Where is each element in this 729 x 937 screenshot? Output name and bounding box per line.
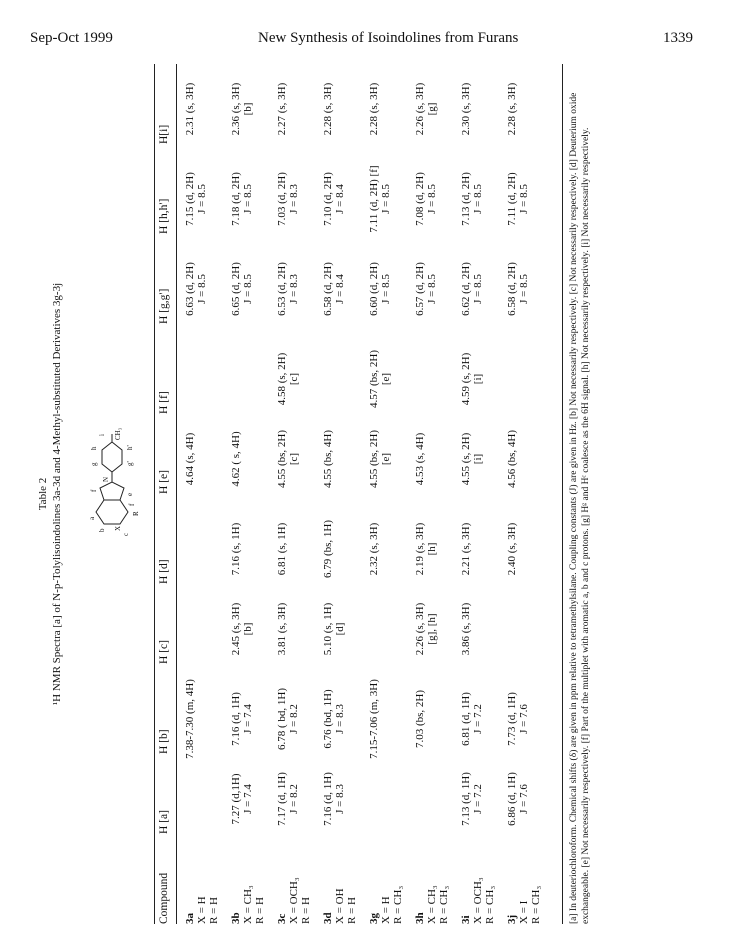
struct-label-f: f	[90, 489, 98, 492]
column-header: H [a]	[158, 810, 170, 834]
struct-label-g-prime: g'	[126, 461, 134, 466]
table-cell-hi	[230, 64, 254, 154]
cell-note: J = 8.4	[334, 184, 346, 214]
cell-note: [b]	[242, 622, 254, 636]
struct-label-i: i	[98, 434, 106, 436]
cell-note: J = 8.5	[380, 274, 392, 304]
table-row-compound	[506, 886, 542, 924]
cell-shift: 7.38-7.30 (m, 4H)	[184, 679, 196, 759]
column-header: H [g,g']	[158, 288, 170, 324]
compound-id: 3b	[230, 912, 242, 924]
page-number: 1339	[663, 30, 693, 46]
cell-shift: 6.62 (d, 2H)	[460, 262, 472, 316]
cell-shift: 4.55 (bs, 4H)	[322, 429, 334, 489]
cell-note: J = 8.5	[380, 184, 392, 214]
cell-shift: 7.10 (d, 2H)	[322, 172, 334, 226]
struct-label-g: g	[90, 462, 98, 466]
cell-shift: 6.86 (d, 1H)	[506, 772, 518, 826]
cell-shift: 2.31 (s, 3H)	[184, 82, 196, 136]
compound-r-substituent: R = H	[208, 897, 220, 924]
table-cell-hg	[230, 244, 254, 334]
table-cell-he	[368, 414, 392, 504]
cell-shift: 6.58 (d, 2H)	[506, 262, 518, 316]
cell-shift: 7.15 (d, 2H)	[184, 172, 196, 226]
cell-shift: 7.13 (d, 1H)	[460, 772, 472, 826]
compound-id: 3h	[414, 912, 426, 924]
cell-shift: 7.18 (d, 2H)	[230, 172, 242, 226]
table-cell-hc	[460, 584, 472, 674]
cell-note: J = 8.5	[472, 184, 484, 214]
table-row-compound	[368, 886, 404, 924]
running-header-date: Sep-Oct 1999	[30, 30, 113, 46]
cell-shift: 2.21 (s, 3H)	[460, 522, 472, 576]
table-cell-hd	[460, 504, 472, 594]
table-cell-hc	[276, 584, 288, 674]
cell-shift: 2.40 (s, 3H)	[506, 522, 518, 576]
cell-note: J = 7.6	[518, 784, 530, 814]
cell-shift: 7.73 (d, 1H)	[506, 692, 518, 746]
cell-shift: 7.11 (d, 2H) [f]	[368, 165, 380, 233]
column-header: H [d]	[158, 559, 170, 584]
cell-note: J = 8.5	[242, 274, 254, 304]
table-cell-hh	[184, 154, 208, 244]
table-cell-hb	[322, 674, 346, 764]
table-cell-he	[506, 414, 518, 504]
table-cell-hc	[230, 584, 254, 674]
cell-shift: 2.45 (s, 3H)	[230, 602, 242, 656]
table-cell-hd	[276, 504, 288, 594]
column-header: Compound	[158, 872, 170, 924]
table-cell-hd	[506, 504, 518, 594]
table-row-compound	[230, 885, 266, 924]
column-header: H [h,h']	[158, 198, 170, 234]
table-cell-hf	[460, 334, 484, 424]
table-cell-hg	[368, 244, 392, 334]
table-caption-block	[36, 64, 64, 924]
struct-label-h-prime: h'	[126, 445, 134, 450]
cell-shift: 6.65 (d, 2H)	[230, 262, 242, 316]
cell-shift: 5.10 (s, 1H)	[322, 602, 334, 656]
cell-shift: 6.78 ( bd, 1H)	[276, 687, 288, 751]
compound-x-substituent: X = OH	[334, 888, 346, 924]
table-cell-ha	[230, 754, 254, 844]
struct-label-ch3: CH₃	[114, 427, 122, 440]
table-cell-hh	[414, 154, 438, 244]
cell-note: J = 7.2	[472, 784, 484, 814]
compound-r-substituent: R = H	[346, 897, 358, 924]
table-cell-hc	[414, 584, 438, 674]
cell-note: J = 7.4	[242, 704, 254, 734]
cell-note: [g]	[426, 102, 438, 116]
cell-note: [c]	[288, 452, 300, 466]
table-bottom-rule	[562, 64, 563, 924]
table-cell-hb	[460, 674, 484, 764]
cell-note: J = 7.4	[242, 784, 254, 814]
table-cell-hb	[414, 674, 426, 764]
isoindoline-structure-diagram	[74, 424, 154, 544]
cell-note: [i]	[472, 453, 484, 465]
cell-shift: 4.62 ( s, 4H)	[230, 431, 242, 487]
struct-label-n: N	[102, 476, 110, 482]
compound-id: 3a	[184, 913, 196, 924]
table-cell-ha	[276, 754, 300, 844]
table-cell-hc	[322, 584, 346, 674]
cell-note: J = 8.3	[288, 274, 300, 304]
table-row-compound	[414, 885, 450, 924]
compound-x-substituent: X = I	[518, 900, 530, 924]
running-header-title: New Synthesis of Isoindolines from Furans	[258, 30, 519, 46]
struct-label-r: R	[132, 511, 140, 516]
cell-shift: 6.81 (s, 1H)	[276, 522, 288, 576]
struct-label-c: c	[122, 532, 130, 536]
cell-shift: 2.28 (s, 3H)	[506, 82, 518, 136]
table-cell-hf	[368, 334, 392, 424]
cell-shift: 2.28 (s, 3H)	[322, 82, 334, 136]
cell-note: [b]	[242, 102, 254, 116]
table-cell-hg	[460, 244, 484, 334]
table-cell-hi	[414, 64, 438, 154]
cell-shift: 7.08 (d, 2H)	[414, 172, 426, 226]
cell-note: [g], [h]	[426, 613, 438, 645]
cell-shift: 7.03 (bs, 2H)	[414, 689, 426, 749]
rotated-table-panel	[28, 64, 628, 924]
table-cell-hb	[368, 674, 380, 764]
compound-id: 3d	[322, 912, 334, 924]
cell-note: J = 8.5	[196, 274, 208, 304]
cell-shift: 6.60 (d, 2H)	[368, 262, 380, 316]
cell-note: J = 8.3	[288, 184, 300, 214]
compound-r-substituent: R = CH₃	[484, 885, 496, 924]
cell-note: [h]	[426, 542, 438, 556]
cell-note: [e]	[380, 372, 392, 386]
cell-shift: 4.56 (bs, 4H)	[506, 429, 518, 489]
table-cell-hd	[414, 504, 438, 594]
cell-note: J = 8.5	[472, 274, 484, 304]
cell-shift: 6.63 (d, 2H)	[184, 262, 196, 316]
table-cell-hb	[230, 674, 254, 764]
cell-shift: 6.76 (bd, 1H)	[322, 689, 334, 749]
cell-note: J = 8.5	[518, 274, 530, 304]
column-header: H[i]	[158, 124, 170, 144]
cell-shift: 2.36 (s, 3H)	[230, 82, 242, 136]
table-cell-ha	[460, 754, 484, 844]
cell-shift: 7.16 (s, 1H)	[230, 522, 242, 576]
compound-r-substituent: R = CH₃	[530, 885, 542, 924]
cell-shift: 7.17 (d, 1H)	[276, 772, 288, 826]
struct-label-e: e	[126, 492, 134, 496]
compound-id: 3c	[276, 913, 288, 924]
table-cell-hi	[460, 64, 472, 154]
cell-note: J = 8.3	[334, 704, 346, 734]
cell-shift: 4.57 (bs, 2H)	[368, 349, 380, 409]
cell-shift: 3.81 (s, 3H)	[276, 602, 288, 656]
table-cell-hi	[506, 64, 518, 154]
compound-id: 3j	[506, 914, 518, 924]
cell-note: J = 7.6	[518, 704, 530, 734]
cell-shift: 2.19 (s, 3H)	[414, 522, 426, 576]
cell-note: J = 8.2	[288, 784, 300, 814]
column-header: H [f]	[158, 391, 170, 414]
compound-x-substituent: X = CH₃	[242, 885, 254, 924]
table-cell-ha	[322, 754, 346, 844]
table-header-rule	[176, 64, 177, 924]
table-cell-hb	[506, 674, 530, 764]
table-cell-he	[230, 414, 242, 504]
table-cell-hi	[276, 64, 288, 154]
table-footnotes: [a] In deuteriochloroform. Chemical shifts (δ) are given in ppm relative to tetramethylsilane. Coupling constants (J) are given in Hz. [b] Not necessarily respectively. [c] Not necessarily respectively. [d] Deuterium oxide exchangeable. [e] Not necessarily respectively. [f] Part of the multiplet with aromatic a, b and c protons. [g] Hᵍ and Hᶜ coalesce as the 6H signal. [h] Not necessarily respectively. [i] Not necessarily respectively.	[569, 92, 591, 924]
table-cell-hg	[184, 244, 208, 334]
compound-x-substituent: X = OCH₃	[288, 877, 300, 924]
cell-note: J = 7.2	[472, 704, 484, 734]
table-cell-hf	[276, 334, 300, 424]
table-cell-hi	[184, 64, 196, 154]
column-header: H [c]	[158, 640, 170, 664]
struct-label-h: h	[90, 446, 98, 450]
cell-shift: 2.28 (s, 3H)	[368, 82, 380, 136]
cell-shift: 6.81 (d, 1H)	[460, 692, 472, 746]
compound-r-substituent: R = CH₃	[438, 885, 450, 924]
cell-shift: 6.53 (d, 2H)	[276, 262, 288, 316]
struct-label-d: f	[128, 503, 136, 506]
cell-note: J = 8.2	[288, 704, 300, 734]
cell-note: [i]	[472, 373, 484, 385]
compound-r-substituent: R = H	[254, 897, 266, 924]
cell-shift: 7.11 (d, 2H)	[506, 172, 518, 226]
cell-shift: 2.27 (s, 3H)	[276, 82, 288, 136]
table-cell-he	[414, 414, 426, 504]
cell-shift: 7.16 (d, 1H)	[322, 772, 334, 826]
table-row-compound	[460, 877, 496, 924]
table-cell-hh	[460, 154, 484, 244]
table-cell-hb	[276, 674, 300, 764]
cell-shift: 4.58 (s, 2H)	[276, 352, 288, 406]
struct-label-b: b	[98, 528, 106, 532]
table-cell-hg	[506, 244, 530, 334]
cell-note: J = 8.5	[196, 184, 208, 214]
compound-x-substituent: X = H	[380, 896, 392, 924]
table-cell-hd	[322, 504, 334, 594]
compound-r-substituent: R = CH₃	[392, 885, 404, 924]
cell-note: J = 8.5	[242, 184, 254, 214]
table-cell-hg	[414, 244, 438, 334]
cell-shift: 7.15-7.06 (m, 3H)	[368, 679, 380, 759]
cell-shift: 2.26 (s, 3H)	[414, 602, 426, 656]
compound-x-substituent: X = CH₃	[426, 885, 438, 924]
compound-r-substituent: R = H	[300, 897, 312, 924]
cell-note: J = 8.5	[426, 274, 438, 304]
cell-shift: 7.27 (d,1H)	[230, 773, 242, 825]
cell-shift: 7.16 (d, 1H)	[230, 692, 242, 746]
cell-shift: 4.55 (bs, 2H)	[368, 429, 380, 489]
table-cell-hh	[368, 154, 392, 244]
table-cell-hd	[230, 504, 242, 594]
table-cell-hb	[184, 674, 196, 764]
cell-shift: 4.59 (s, 2H)	[460, 352, 472, 406]
cell-shift: 4.55 (bs, 2H)	[276, 429, 288, 489]
cell-shift: 4.55 (s, 2H)	[460, 432, 472, 486]
cell-note: [d]	[334, 622, 346, 636]
compound-x-substituent: X = H	[196, 896, 208, 924]
table-cell-hh	[230, 154, 254, 244]
cell-shift: 7.03 (d, 2H)	[276, 172, 288, 226]
cell-shift: 4.64 (s, 4H)	[184, 432, 196, 486]
compound-x-substituent: X = OCH₃	[472, 877, 484, 924]
compound-id: 3g	[368, 913, 380, 924]
table-cell-hi	[368, 64, 380, 154]
table-row-compound	[184, 896, 220, 924]
table-cell-hh	[506, 154, 530, 244]
table-cell-hd	[368, 504, 380, 594]
column-header: H [b]	[158, 729, 170, 754]
table-cell-hh	[322, 154, 346, 244]
cell-shift: 4.53 (s, 4H)	[414, 432, 426, 486]
cell-shift: 7.13 (d, 2H)	[460, 172, 472, 226]
table-cell-he	[184, 414, 196, 504]
column-header: H [e]	[158, 470, 170, 494]
compound-id: 3i	[460, 915, 472, 924]
struct-label-x: X	[114, 525, 122, 531]
table-cell-he	[322, 414, 334, 504]
table-cell-he	[276, 414, 300, 504]
cell-note: J = 8.5	[518, 184, 530, 214]
cell-shift: 2.26 (s, 3H)	[414, 82, 426, 136]
table-top-rule	[154, 64, 155, 924]
cell-shift: 6.57 (d, 2H)	[414, 262, 426, 316]
table-caption: ¹H NMR Spectra [a] of N-p-Tolylisoindolines 3a-3d and 4-Methyl-substituted Derivatives 3g-3j	[51, 282, 63, 706]
cell-note: [e]	[380, 452, 392, 466]
cell-shift: 6.58 (d, 2H)	[322, 262, 334, 316]
cell-note: J = 8.4	[334, 274, 346, 304]
struct-label-a: a	[88, 516, 96, 520]
table-cell-he	[460, 414, 484, 504]
cell-shift: 2.32 (s, 3H)	[368, 522, 380, 576]
table-label: Table 2	[37, 477, 49, 511]
table-row-compound	[322, 888, 358, 924]
cell-shift: 2.30 (s, 3H)	[460, 82, 472, 136]
table-cell-ha	[506, 754, 530, 844]
table-cell-hg	[276, 244, 300, 334]
cell-shift: 6.79 (bs, 1H)	[322, 519, 334, 579]
table-row-compound	[276, 877, 312, 924]
cell-note: J = 8.3	[334, 784, 346, 814]
table-cell-hh	[276, 154, 300, 244]
table-cell-hg	[322, 244, 346, 334]
cell-note: J = 8.5	[426, 184, 438, 214]
cell-shift: 3.86 (s, 3H)	[460, 602, 472, 656]
table-cell-hi	[322, 64, 334, 154]
cell-note: [c]	[288, 372, 300, 386]
